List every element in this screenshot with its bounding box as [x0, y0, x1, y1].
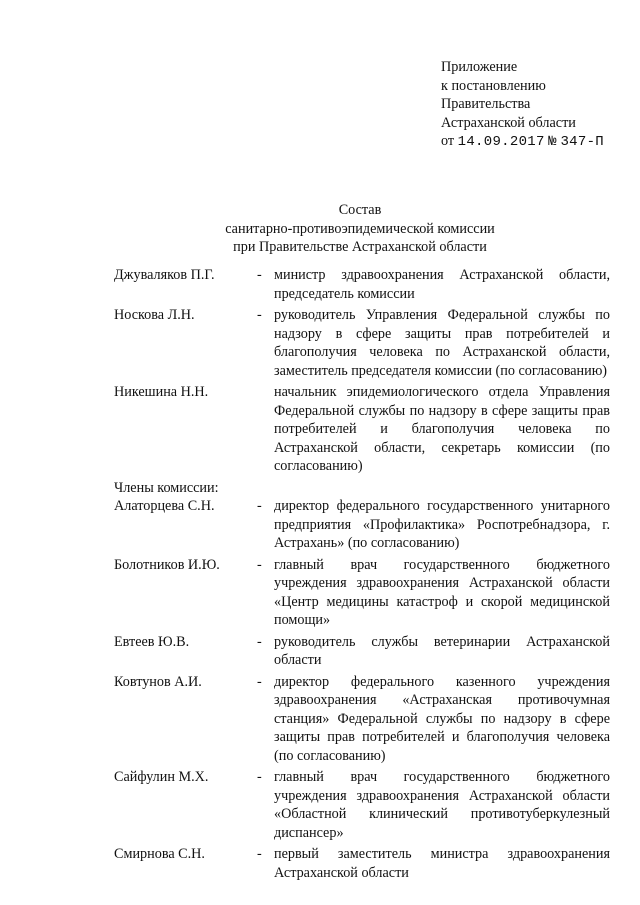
member-row — [114, 306, 610, 380]
member-name: Носкова Л.Н. — [114, 307, 195, 323]
member-row — [114, 556, 610, 630]
resolution-date: 14.09.2017 — [457, 134, 545, 150]
member-dash — [257, 383, 274, 476]
member-dash: - — [257, 846, 262, 862]
appendix-line-4: Астраханской области — [441, 114, 576, 131]
member-name: Ковтунов А.И. — [114, 673, 202, 690]
member-row — [114, 633, 610, 670]
member-row — [114, 383, 610, 476]
number-sign: № — [548, 134, 557, 150]
member-row — [114, 266, 610, 303]
member-position: руководитель службы ветеринарии Астраханской области — [274, 633, 610, 668]
appendix-line-1: Приложение — [441, 59, 518, 75]
member-position: главный врач государственного бюджетного учреждения здравоохранения Астраханской области «Центр медицины катастроф и скорой медицинской помощи» — [274, 556, 610, 628]
title-line-1: Состав — [338, 202, 382, 218]
member-position: министр здравоохранения Астраханской области, председатель комиссии — [274, 267, 610, 302]
appendix-line-3: Правительства — [441, 96, 531, 112]
member-name: Алаторцева С.Н. — [114, 498, 215, 514]
member-dash: - — [257, 769, 262, 785]
member-row — [114, 673, 610, 766]
member-row — [114, 768, 610, 842]
commission-list — [114, 266, 610, 885]
members-label: Члены комиссии: — [114, 479, 219, 496]
member-position: руководитель Управления Федеральной службы по надзору в сфере защиты прав потребителей и благополучия человека по Астраханской области, заместитель председателя комиссии (по согласованию) — [274, 307, 610, 379]
appendix-date-line — [441, 132, 604, 152]
member-dash: - — [257, 267, 262, 283]
member-dash: - — [257, 498, 262, 514]
member-row — [114, 845, 610, 882]
title-line-2: санитарно-противоэпидемической комиссии — [225, 220, 495, 237]
member-row — [114, 497, 610, 553]
member-dash: - — [257, 633, 262, 650]
member-dash: - — [257, 673, 262, 690]
title-line-3: при Правительстве Астраханской области — [233, 239, 487, 255]
appendix-line-2: к постановлению — [441, 77, 546, 94]
document-title — [160, 201, 560, 257]
member-position: главный врач государственного бюджетного учреждения здравоохранения Астраханской области «Областной клинический противотуберкулезный диспансер» — [274, 769, 610, 841]
member-dash: - — [257, 307, 262, 323]
member-name: Смирнова С.Н. — [114, 846, 205, 862]
member-name: Болотников И.Ю. — [114, 556, 220, 573]
appendix-header — [441, 58, 604, 152]
member-name: Никешина Н.Н. — [114, 384, 209, 400]
member-dash: - — [257, 556, 262, 573]
member-position: начальник эпидемиологического отдела Управления Федеральной службы по надзору в сфере защиты прав потребителей и благополучия человека по Астраханской области, секретарь комиссии (по согласованию) — [274, 384, 610, 474]
member-position: первый заместитель министра здравоохранения Астраханской области — [274, 846, 610, 881]
member-name: Джуваляков П.Г. — [114, 267, 215, 283]
member-position: директор федерального казенного учреждения здравоохранения «Астраханская противочумная станция» Федеральной службы по надзору в сфере защиты прав потребителей и благополучия человека (по согласованию) — [274, 673, 610, 764]
member-name: Сайфулин М.Х. — [114, 769, 209, 785]
member-position: директор федерального государственного унитарного предприятия «Профилактика» Роспотребнадзора, г. Астрахань» (по согласованию) — [274, 498, 610, 551]
date-prefix: от — [441, 133, 455, 149]
member-name: Евтеев Ю.В. — [114, 633, 190, 650]
resolution-number: 347-П — [560, 134, 604, 150]
